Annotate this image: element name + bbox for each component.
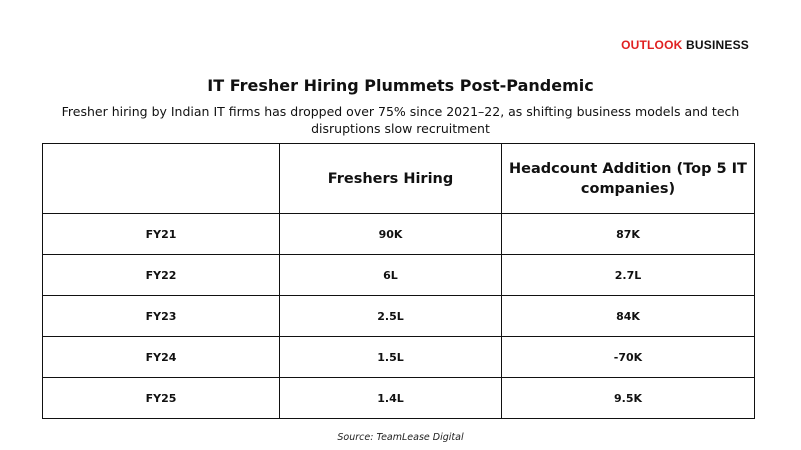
table-cell-year: FY23 [43,296,280,337]
table-cell-freshers-hiring: 2.5L [280,296,502,337]
table-row [43,296,755,337]
column-header-headcount-addition: Headcount Addition (Top 5 IT companies) [502,144,755,214]
table-cell-freshers-hiring: 1.5L [280,337,502,378]
table-cell-year: FY25 [43,378,280,419]
table-cell-headcount-addition: -70K [502,337,755,378]
brand-logo-business: BUSINESS [686,38,749,52]
column-header-freshers-hiring: Freshers Hiring [280,144,502,214]
table-cell-headcount-addition: 2.7L [502,255,755,296]
table-cell-headcount-addition: 9.5K [502,378,755,419]
data-table [42,143,755,419]
table-cell-headcount-addition: 84K [502,296,755,337]
table-header-row [43,144,755,214]
table-row [43,255,755,296]
brand-logo [621,38,749,52]
table-row [43,378,755,419]
table-cell-year: FY22 [43,255,280,296]
table-cell-freshers-hiring: 90K [280,214,502,255]
table-row [43,337,755,378]
column-header-period [43,144,280,214]
source-note: Source: TeamLease Digital [337,432,464,443]
table-cell-year: FY24 [43,337,280,378]
chart-subtitle: Fresher hiring by Indian IT firms has dropped over 75% since 2021–22, as shifting business models and tech disruptions slow recruitment [61,104,740,136]
table-cell-freshers-hiring: 6L [280,255,502,296]
table-row [43,214,755,255]
table-cell-freshers-hiring: 1.4L [280,378,502,419]
table-cell-year: FY21 [43,214,280,255]
brand-logo-outlook: OUTLOOK [621,38,683,52]
chart-title: IT Fresher Hiring Plummets Post-Pandemic [207,76,594,95]
table-cell-headcount-addition: 87K [502,214,755,255]
